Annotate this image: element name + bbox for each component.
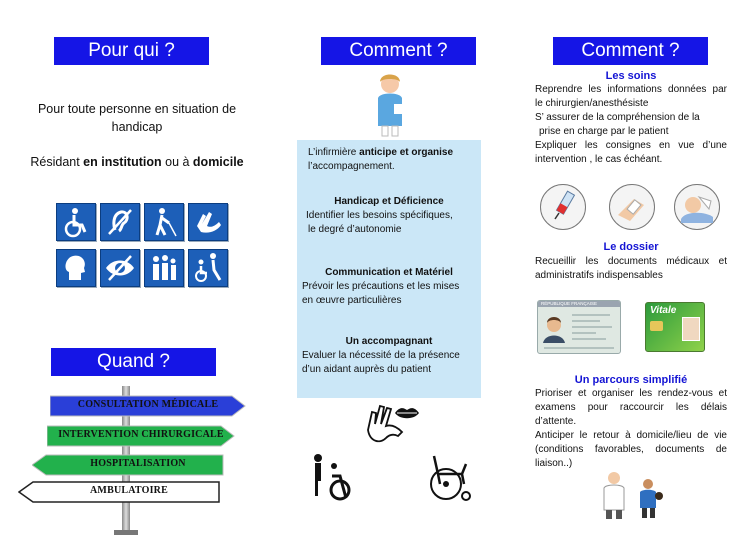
blind-cane-icon — [144, 203, 184, 241]
id-card — [537, 300, 621, 354]
accompagnant-title: Un accompagnant — [345, 336, 433, 347]
vitale-photo — [682, 317, 700, 341]
comment-header-col2: Comment ? — [321, 37, 476, 65]
signpost-base — [114, 530, 138, 535]
bandage-arm-icon — [609, 184, 655, 230]
patient-care-icon — [674, 184, 720, 230]
resident-line: Résidant en institution ou à domicile — [30, 155, 244, 169]
mental-health-icon — [56, 249, 96, 287]
target-line-1: Pour toute personne en situation de — [37, 102, 237, 116]
vitale-label: Vitale — [650, 305, 677, 316]
chip-icon — [650, 321, 663, 331]
dossier-text: Recueillir les documents médicaux et administratifs indispensables — [535, 256, 727, 281]
parcours-text: Prioriser et organiser les rendez-vous et examens pour raccourcir les délais d’attente. Anticiper le retour à domicile/lieu de vie (conditions favorables, documents de liaison..) — [535, 388, 727, 469]
vitale-card — [645, 302, 705, 352]
deaf-icon — [100, 203, 140, 241]
wheelchair-drawing-icon — [426, 450, 474, 502]
soins-text: Reprendre les informations données par le chirurgien/anesthésiste S’ assurer de la compréhension de la prise en charge par le patient Expliquer les consignes en vue d’une intervention , le cas échéant. — [535, 84, 727, 165]
lips-icon — [394, 406, 420, 420]
soins-title: Les soins — [605, 70, 657, 82]
target-description — [22, 100, 252, 136]
sign-intervention: INTERVENTION CHIRURGICALE — [47, 425, 235, 447]
handicap-title: Handicap et Déficience — [334, 196, 444, 207]
dossier-title: Le dossier — [603, 241, 659, 253]
low-vision-icon — [100, 249, 140, 287]
pour-qui-header: Pour qui ? — [54, 37, 209, 65]
assisted-wheelchair-icon — [188, 249, 228, 287]
sign-language-icon — [188, 203, 228, 241]
comment-panel — [297, 140, 481, 398]
communication-text: Prévoir les précautions et les mises en œuvre particulières — [302, 281, 460, 306]
sign-hospitalisation: HOSPITALISATION — [32, 454, 224, 476]
id-card-header: RÉPUBLIQUE FRANÇAISE — [538, 301, 620, 307]
nurse-illustration — [368, 70, 412, 138]
accompagnant-text: Evaluer la nécessité de la présence d’un aidant auprès du patient — [302, 350, 460, 375]
quand-header: Quand ? — [51, 348, 216, 376]
group-icon — [144, 249, 184, 287]
injection-icon — [540, 184, 586, 230]
wheelchair-icon — [56, 203, 96, 241]
handicap-text: Identifier les besoins spécifiques, le degré d’autonomie — [306, 210, 453, 235]
person-wheelchair-icon — [310, 452, 354, 502]
sign-consultation: CONSULTATION MÉDICALE — [50, 395, 246, 417]
parcours-title: Un parcours simplifié — [574, 374, 688, 386]
sign-ambulatoire: AMBULATOIRE — [18, 481, 220, 503]
comment-header-col3: Comment ? — [553, 37, 708, 65]
doctor-patient-illustration — [598, 470, 668, 520]
communication-title: Communication et Matériel — [325, 267, 453, 278]
intro-paragraph: L’infirmière anticipe et organise l’accompagnement. — [308, 147, 454, 172]
target-line-2: handicap — [111, 120, 163, 134]
